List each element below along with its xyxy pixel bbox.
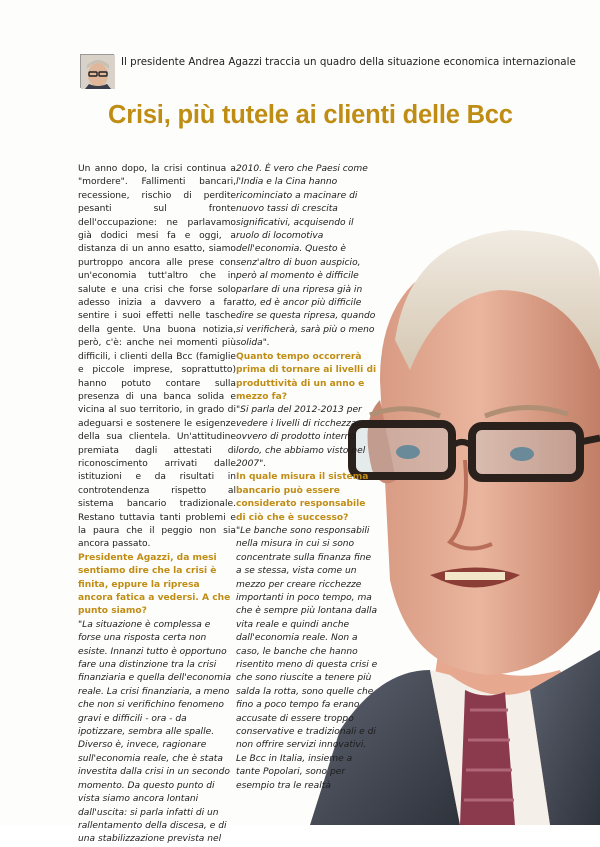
thumbnail-face-image: [81, 55, 115, 89]
interview-answer-3: "Le banche sono responsabili nella misura in cui si sono concentrate sulla finanza fine a se stessa, vista come un mezzo per creare ricchezze importanti in poco tempo, ma che è sempre più lontana dalla vita reale e quindi anche dall'economia reale. Non a caso, le banche che hanno risentito meno di questa crisi e che sono riuscite a tenere più salda la rotta, sono quelle che fino a poco tempo fa erano accusate di essere troppo conservative e tradizionali e di non offrire servizi innovativi. Le Bcc in Italia, insieme a tante Popolari, sono per esempio tra le realtà: [236, 525, 378, 791]
article-kicker: Il presidente Andrea Agazzi traccia un quadro della situazione economica internazionale: [121, 56, 576, 68]
article-intro: Un anno dopo, la crisi continua a "mordere". Fallimenti bancari, recessione, rischio di perdite pesanti sul fronte dell'occupazione: ne parlavamo già dodici mesi fa e oggi, a distanza di un anno esatto, siamo purtroppo ancora alle prese con un'economia tutt'altro che in salute e una crisi che forse solo adesso inizia a davvero a far sentire i suoi effetti nelle tasche della gente. Una buona notizia, però, c'è: anche nei momenti più difficili, i clienti della Bcc (famiglie e piccole imprese, soprattutto) hanno potuto contare sulla presenza di una banca solida e vicina al suo territorio, in grado di adeguarsi e sostenere le esigenze della sua clientela. Un'attitudine premiata dagli attestati di riconoscimento arrivati dalle istituzioni e da risultati in controtendenza rispetto al sistema bancario tradizionale. Restano tuttavia tanti problemi e la paura che il peggio non sia ancora passato.: [78, 164, 236, 550]
article-column-2: [236, 163, 378, 793]
interview-answer-2: "Si parla del 2012-2013 per vedere i livelli di ricchezza, ovvero di prodotto interno lordo, che abbiamo visto nel 2007".: [236, 405, 366, 469]
interview-question-1: Presidente Agazzi, da mesi sentiamo dire che la crisi è finita, eppure la ripresa ancora fatica a vedersi. A che punto siamo?: [78, 552, 231, 617]
author-thumbnail: [80, 54, 114, 88]
article-headline: Crisi, più tutele ai clienti delle Bcc: [108, 101, 513, 129]
interview-answer-1: "La situazione è complessa e forse una risposta certa non esiste. Innanzi tutto è opportuno fare una distinzione tra la crisi finanziaria e quella dell'economia reale. La crisi finanziaria, a meno che non si verifichino fenomeno gravi e difficili - ora - da ipotizzare, sembra alle spalle. Diverso è, invece, ragionare sull'economia reale, che è stata investita dalla crisi in un secondo momento. Da questo punto di vista siamo ancora lontani dall'uscita: si parla infatti di un rallentamento della discesa, e di una stabilizzazione prevista nel: [78, 619, 232, 845]
article-column-1: [78, 163, 236, 847]
interview-question-2: Quanto tempo occorrerà prima di tornare ai livelli di produttività di un anno e mezzo fa?: [236, 351, 377, 402]
interview-question-3: In quale misura il sistema bancario può essere considerato responsabile di ciò che è successo?: [236, 472, 369, 523]
interview-answer-1-continued: 2010. È vero che Paesi come l'India e la Cina hanno ricominciato a macinare di nuovo tassi di crescita significativi, acquisendo il ruolo di locomotiva dell'economia. Questo è senz'altro di buon auspicio, però al momento è difficile parlare di una ripresa già in atto, ed è ancor più difficile dire se questa ripresa, quando si verificherà, sarà più o meno solida".: [236, 164, 376, 349]
